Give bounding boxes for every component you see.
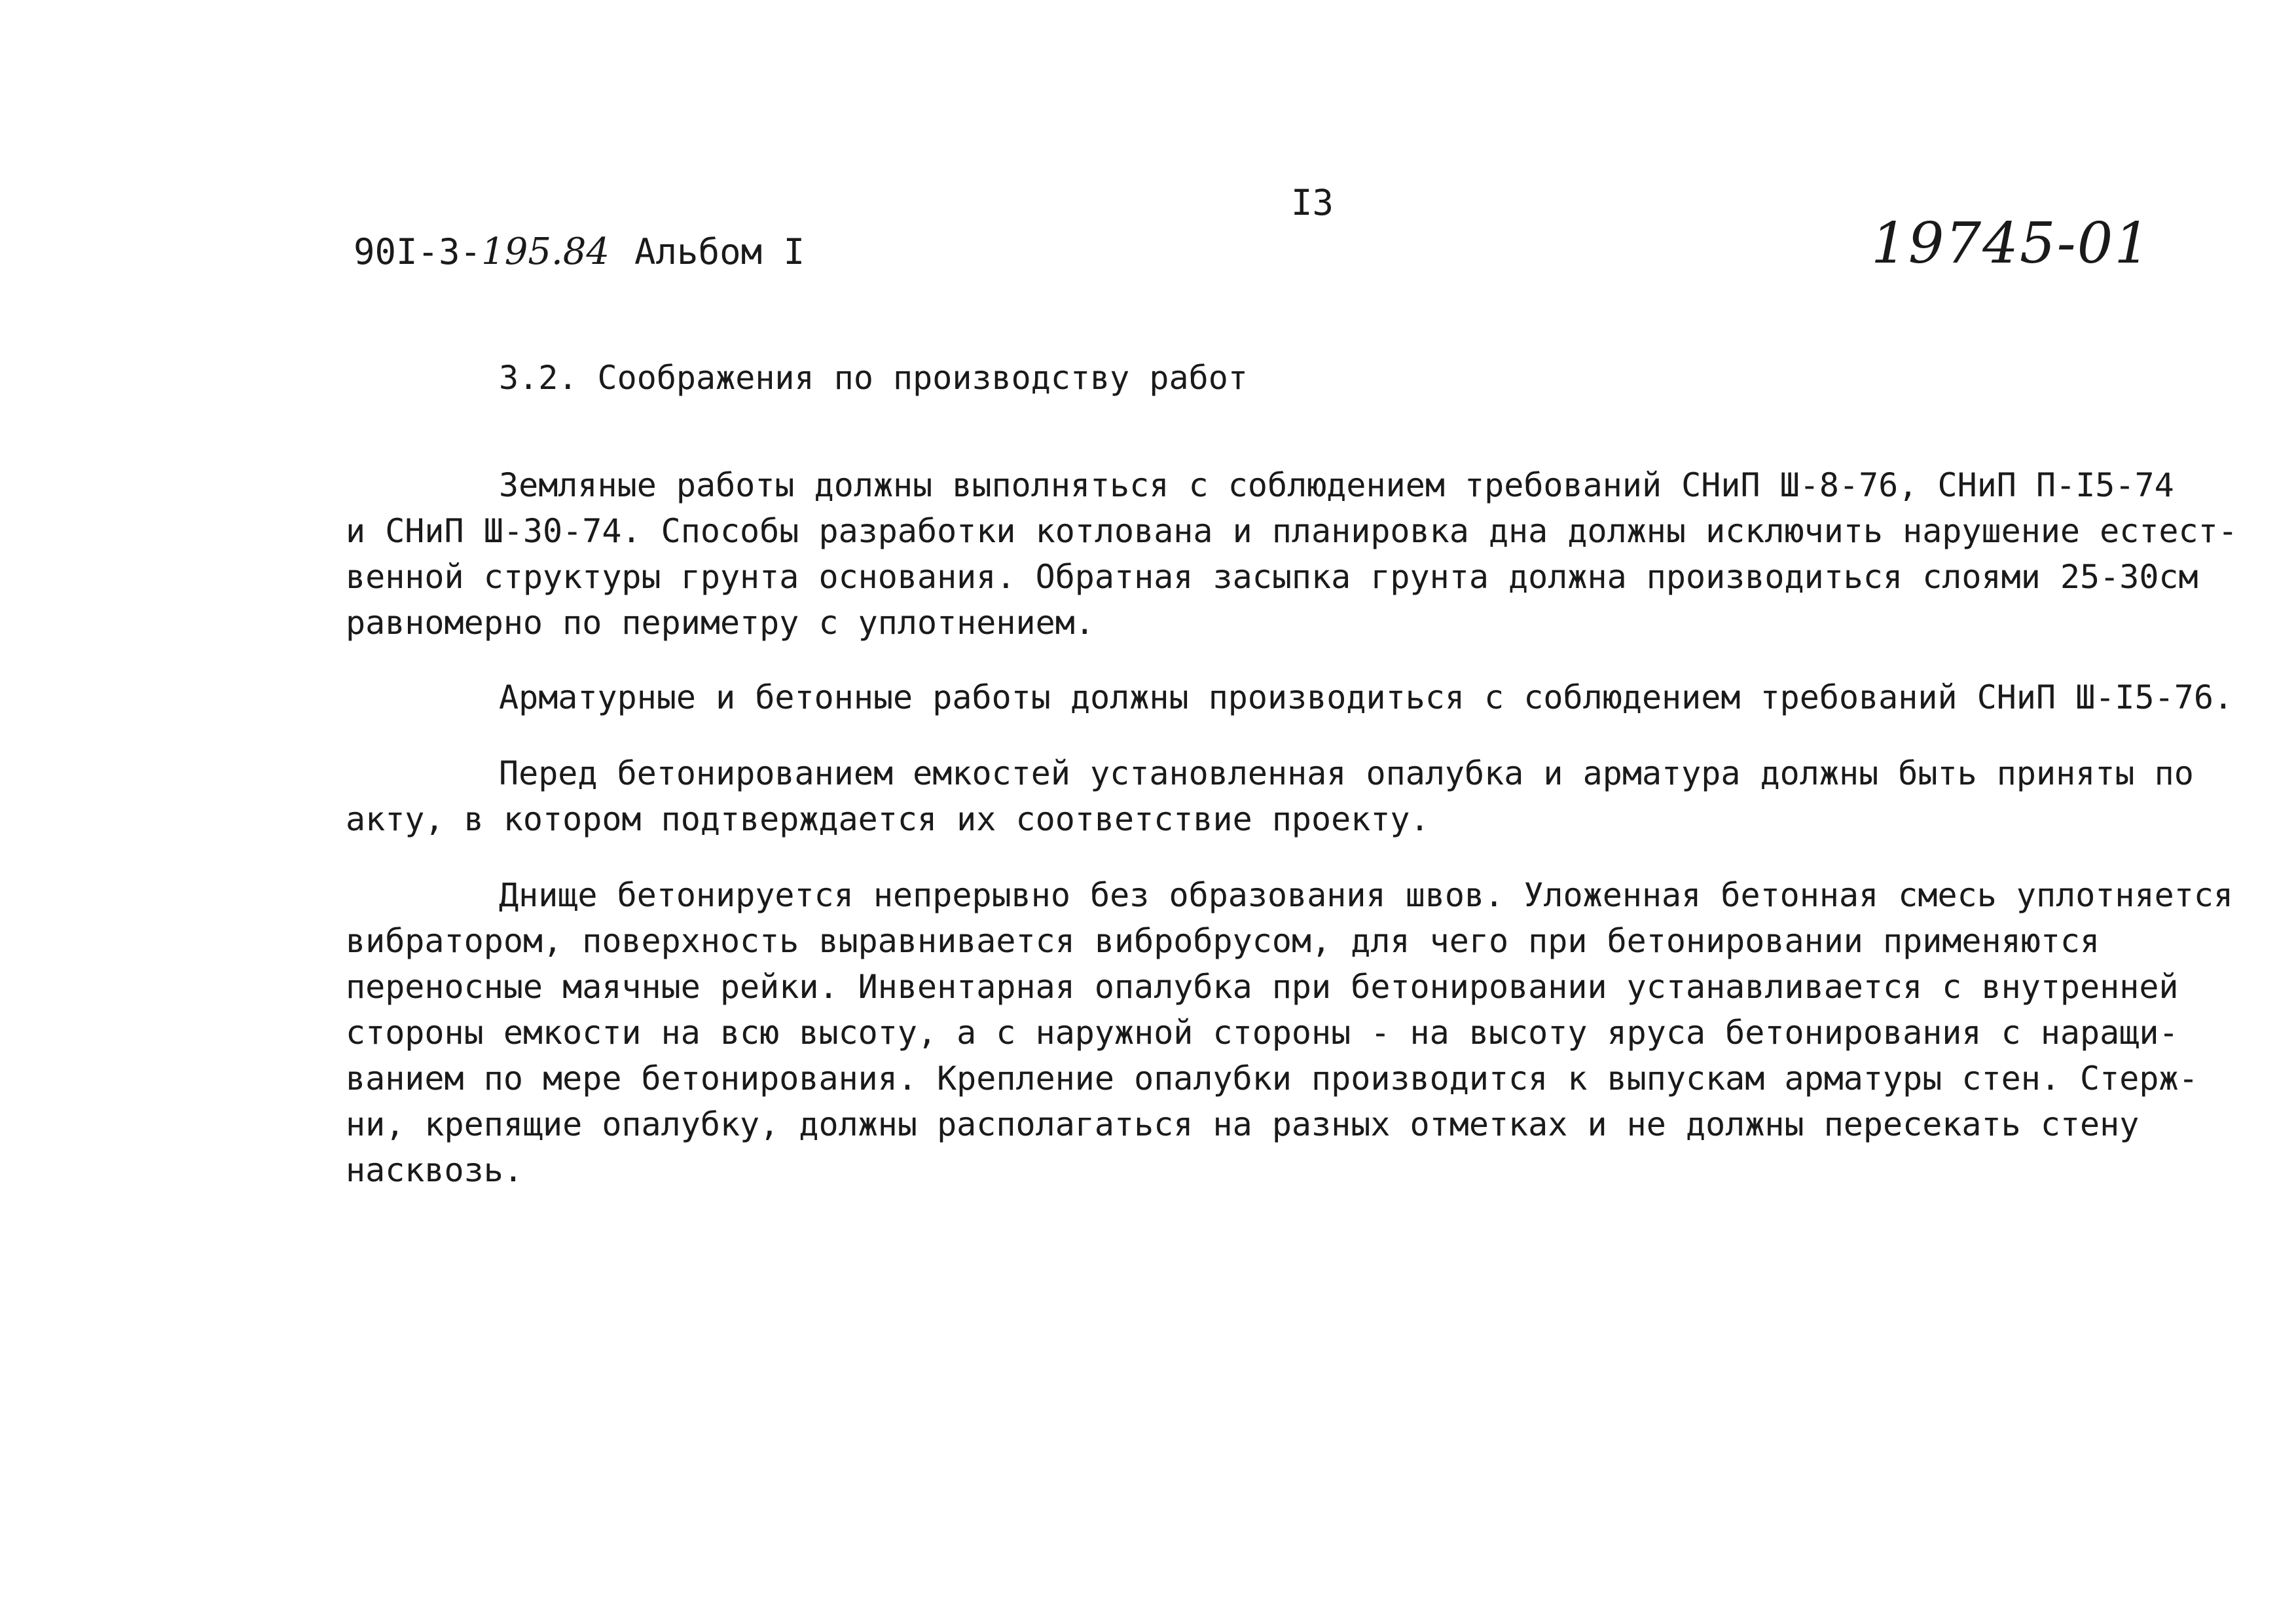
album-label: Альбом I	[634, 231, 805, 272]
paragraph-line: ни, крепящие опалубку, должны располагаться на разных отметках и не должны пересекать стену	[346, 1105, 2140, 1143]
paragraph-line: вибратором, поверхность выравнивается вибробрусом, для чего при бетонировании применяются	[346, 922, 2100, 960]
paragraph-line: насквозь.	[346, 1151, 523, 1189]
paragraph-line: и СНиП Ш-30-74. Способы разработки котлована и планировка дна должны исключить нарушение естест-	[346, 512, 2238, 550]
paragraph-line: акту, в котором подтверждается их соответствие проекту.	[346, 800, 1430, 838]
paragraph-line: Земляные работы должны выполняться с соблюдением требований СНиП Ш-8-76, СНиП П-I5-74	[499, 466, 2174, 504]
registration-number: 19745-01	[1871, 211, 2152, 276]
paragraph-concreting	[346, 872, 2234, 1193]
paragraph-acceptance	[346, 750, 2194, 842]
paragraph-line: ванием по мере бетонирования. Крепление опалубки производится к выпускам арматуры стен. Стерж-	[346, 1060, 2198, 1098]
paragraph-line: Перед бетонированием емкостей установленная опалубка и арматура должны быть приняты по	[499, 754, 2194, 792]
paragraph-line: равномерно по периметру с уплотнением.	[346, 604, 1095, 642]
paragraph-line: стороны емкости на всю высоту, а с наружной стороны - на высоту яруса бетонирования с наращи-	[346, 1014, 2179, 1052]
paragraph-line: Днище бетонируется непрерывно без образования швов. Уложенная бетонная смесь уплотняется	[499, 876, 2234, 914]
paragraph-earthworks	[346, 462, 2238, 646]
paragraph-line: переносные маячные рейки. Инвентарная опалубка при бетонировании устанавливается с внутренней	[346, 968, 2179, 1006]
page-number: I3	[1291, 182, 1334, 223]
paragraph-reinforcement	[346, 674, 2234, 720]
paragraph-line: венной структуры грунта основания. Обратная засыпка грунта должна производиться слоями 25-30см	[346, 558, 2198, 596]
document-code-printed: 90I-3-	[354, 231, 482, 272]
document-code	[354, 231, 805, 273]
paragraph-line: Арматурные и бетонные работы должны производиться с соблюдением требований СНиП Ш-I5-76.	[499, 678, 2234, 716]
document-code-handwritten: 195.84	[481, 231, 610, 273]
section-heading: 3.2. Соображения по производству работ	[499, 359, 1248, 397]
